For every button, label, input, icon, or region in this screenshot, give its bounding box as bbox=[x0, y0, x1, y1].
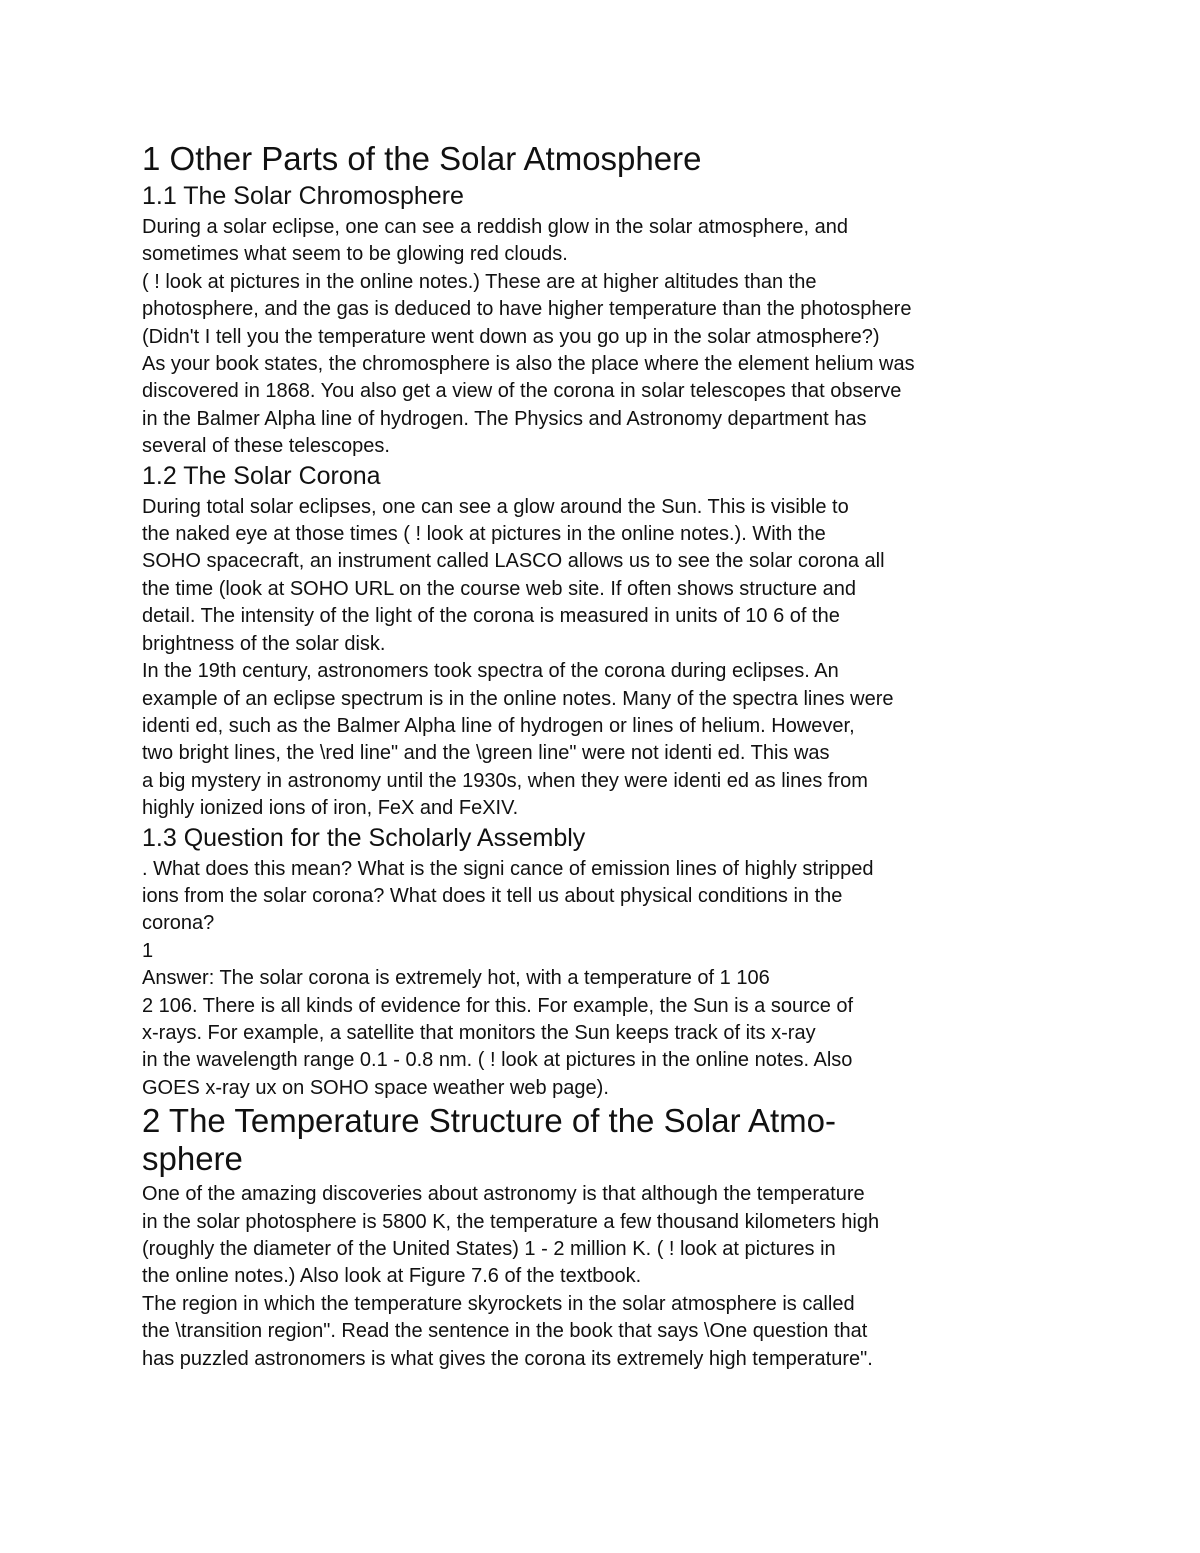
subsection-1-3-heading: 1.3 Question for the Scholarly Assembly bbox=[142, 823, 586, 852]
text-line: SOHO spacecraft, an instrument called LASCO allows us to see the solar corona all bbox=[142, 550, 885, 573]
text-line: Answer: The solar corona is extremely hot, with a temperature of 1 106 bbox=[142, 967, 770, 990]
text-line: the time (look at SOHO URL on the course web site. If often shows structure and bbox=[142, 577, 857, 600]
text-line: (Didn't I tell you the temperature went down as you go up in the solar atmosphere?) bbox=[142, 325, 880, 348]
text-line: has puzzled astronomers is what gives the corona its extremely high temperature". bbox=[142, 1347, 873, 1370]
text-line: One of the amazing discoveries about astronomy is that although the temperature bbox=[142, 1183, 865, 1206]
text-line: in the wavelength range 0.1 - 0.8 nm. ( ! look at pictures in the online notes. Also bbox=[142, 1049, 853, 1072]
section-2-heading-line-2: sphere bbox=[142, 1140, 243, 1178]
text-line: detail. The intensity of the light of the corona is measured in units of 10 6 of the bbox=[142, 605, 840, 628]
section-2-heading bbox=[142, 1102, 1082, 1178]
section-2-body bbox=[142, 1181, 1082, 1373]
text-line: discovered in 1868. You also get a view of the corona in solar telescopes that observe bbox=[142, 380, 902, 403]
subsection-1-1-body bbox=[142, 214, 1082, 461]
text-line: a big mystery in astronomy until the 1930s, when they were identi ed as lines from bbox=[142, 769, 868, 792]
text-line: in the Balmer Alpha line of hydrogen. The Physics and Astronomy department has bbox=[142, 407, 867, 430]
text-line: During total solar eclipses, one can see a glow around the Sun. This is visible to bbox=[142, 495, 849, 518]
text-line: As your book states, the chromosphere is also the place where the element helium was bbox=[142, 353, 915, 376]
subsection-1-1-heading: 1.1 The Solar Chromosphere bbox=[142, 182, 464, 210]
text-line: the naked eye at those times ( ! look at pictures in the online notes.). With the bbox=[142, 523, 826, 546]
text-line: The region in which the temperature skyrockets in the solar atmosphere is called bbox=[142, 1292, 855, 1315]
text-line: photosphere, and the gas is deduced to have higher temperature than the photosphere bbox=[142, 298, 912, 321]
text-line: sometimes what seem to be glowing red clouds. bbox=[142, 243, 568, 266]
text-line: 2 106. There is all kinds of evidence for this. For example, the Sun is a source of bbox=[142, 994, 854, 1017]
text-line: In the 19th century, astronomers took spectra of the corona during eclipses. An bbox=[142, 660, 839, 683]
page-number: 1 bbox=[142, 939, 154, 962]
text-line: x-rays. For example, a satellite that monitors the Sun keeps track of its x-ray bbox=[142, 1021, 816, 1044]
section-1-heading: 1 Other Parts of the Solar Atmosphere bbox=[142, 140, 702, 177]
text-line: During a solar eclipse, one can see a reddish glow in the solar atmosphere, and bbox=[142, 216, 848, 238]
text-line: several of these telescopes. bbox=[142, 435, 390, 458]
subsection-1-2-body bbox=[142, 494, 1082, 823]
text-line: in the solar photosphere is 5800 K, the temperature a few thousand kilometers high bbox=[142, 1210, 880, 1233]
subsection-1-3-body bbox=[142, 856, 1082, 1103]
text-line: GOES x-ray ux on SOHO space weather web page). bbox=[142, 1076, 609, 1099]
text-line: the online notes.) Also look at Figure 7.6 of the textbook. bbox=[142, 1265, 642, 1288]
subsection-1-2-heading: 1.2 The Solar Corona bbox=[142, 461, 381, 490]
text-line: . What does this mean? What is the signi cance of emission lines of highly stripped bbox=[142, 857, 874, 880]
text-line: ions from the solar corona? What does it tell us about physical conditions in the bbox=[142, 884, 843, 907]
text-line: the \transition region". Read the sentence in the book that says \One question that bbox=[142, 1320, 868, 1343]
text-line: brightness of the solar disk. bbox=[142, 632, 386, 655]
section-2-heading-line-1: 2 The Temperature Structure of the Solar Atmo- bbox=[142, 1102, 836, 1140]
text-line: ( ! look at pictures in the online notes.) These are at higher altitudes than the bbox=[142, 270, 817, 293]
text-line: example of an eclipse spectrum is in the online notes. Many of the spectra lines were bbox=[142, 687, 894, 710]
text-line: (roughly the diameter of the United States) 1 - 2 million K. ( ! look at pictures in bbox=[142, 1238, 836, 1260]
document-content bbox=[142, 140, 1082, 1373]
text-line: identi ed, such as the Balmer Alpha line of hydrogen or lines of helium. However, bbox=[142, 714, 855, 737]
text-line: corona? bbox=[142, 912, 215, 935]
text-line: two bright lines, the \red line" and the \green line" were not identi ed. This was bbox=[142, 742, 830, 765]
text-line: highly ionized ions of iron, FeX and FeXIV. bbox=[142, 797, 519, 820]
